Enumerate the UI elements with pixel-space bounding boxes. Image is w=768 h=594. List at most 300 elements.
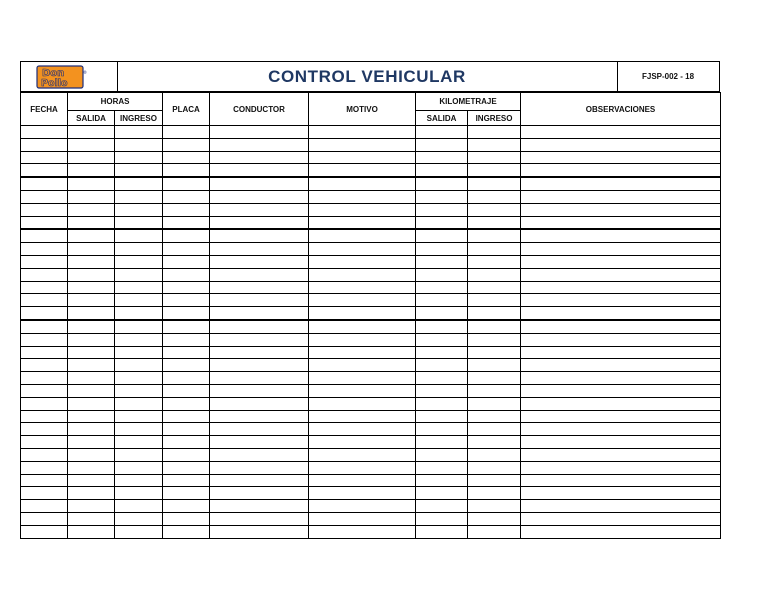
cell-km-ingreso[interactable] — [468, 203, 521, 216]
cell-placa[interactable] — [163, 359, 210, 372]
cell-km-ingreso[interactable] — [468, 410, 521, 423]
cell-conductor[interactable] — [210, 138, 309, 151]
cell-conductor[interactable] — [210, 164, 309, 177]
cell-motivo[interactable] — [309, 126, 416, 139]
cell-fecha[interactable] — [21, 525, 68, 538]
cell-km-salida[interactable] — [416, 410, 468, 423]
cell-placa[interactable] — [163, 320, 210, 333]
cell-motivo[interactable] — [309, 487, 416, 500]
cell-horas-salida[interactable] — [68, 500, 115, 513]
cell-horas-salida[interactable] — [68, 474, 115, 487]
cell-observaciones[interactable] — [521, 294, 721, 307]
cell-km-salida[interactable] — [416, 346, 468, 359]
cell-km-salida[interactable] — [416, 268, 468, 281]
cell-motivo[interactable] — [309, 474, 416, 487]
cell-observaciones[interactable] — [521, 281, 721, 294]
cell-km-ingreso[interactable] — [468, 255, 521, 268]
cell-horas-ingreso[interactable] — [115, 410, 163, 423]
table-row — [21, 410, 721, 423]
cell-fecha[interactable] — [21, 190, 68, 203]
cell-observaciones[interactable] — [521, 448, 721, 461]
cell-conductor[interactable] — [210, 487, 309, 500]
cell-motivo[interactable] — [309, 525, 416, 538]
cell-km-salida[interactable] — [416, 474, 468, 487]
cell-fecha[interactable] — [21, 138, 68, 151]
cell-conductor[interactable] — [210, 268, 309, 281]
cell-km-ingreso[interactable] — [468, 307, 521, 320]
cell-horas-salida[interactable] — [68, 487, 115, 500]
cell-fecha[interactable] — [21, 268, 68, 281]
cell-horas-ingreso[interactable] — [115, 397, 163, 410]
cell-km-salida[interactable] — [416, 203, 468, 216]
cell-km-salida[interactable] — [416, 216, 468, 229]
cell-motivo[interactable] — [309, 333, 416, 346]
cell-horas-salida[interactable] — [68, 512, 115, 525]
cell-horas-salida[interactable] — [68, 448, 115, 461]
svg-text:Pollo: Pollo — [41, 78, 68, 89]
cell-fecha[interactable] — [21, 346, 68, 359]
cell-motivo[interactable] — [309, 448, 416, 461]
cell-motivo[interactable] — [309, 500, 416, 513]
cell-horas-ingreso[interactable] — [115, 372, 163, 385]
cell-conductor[interactable] — [210, 243, 309, 256]
cell-observaciones[interactable] — [521, 372, 721, 385]
cell-fecha[interactable] — [21, 126, 68, 139]
cell-horas-salida[interactable] — [68, 243, 115, 256]
cell-horas-ingreso[interactable] — [115, 255, 163, 268]
cell-km-ingreso[interactable] — [468, 177, 521, 190]
cell-km-ingreso[interactable] — [468, 268, 521, 281]
cell-km-ingreso[interactable] — [468, 333, 521, 346]
cell-fecha[interactable] — [21, 461, 68, 474]
cell-horas-salida[interactable] — [68, 320, 115, 333]
cell-horas-salida[interactable] — [68, 255, 115, 268]
cell-km-salida[interactable] — [416, 138, 468, 151]
cell-motivo[interactable] — [309, 372, 416, 385]
cell-observaciones[interactable] — [521, 243, 721, 256]
cell-motivo[interactable] — [309, 203, 416, 216]
cell-observaciones[interactable] — [521, 346, 721, 359]
cell-km-ingreso[interactable] — [468, 474, 521, 487]
cell-fecha[interactable] — [21, 164, 68, 177]
cell-placa[interactable] — [163, 436, 210, 449]
cell-motivo[interactable] — [309, 255, 416, 268]
cell-km-salida[interactable] — [416, 512, 468, 525]
cell-horas-salida[interactable] — [68, 359, 115, 372]
cell-observaciones[interactable] — [521, 410, 721, 423]
cell-placa[interactable] — [163, 346, 210, 359]
cell-horas-salida[interactable] — [68, 346, 115, 359]
cell-observaciones[interactable] — [521, 216, 721, 229]
cell-horas-ingreso[interactable] — [115, 138, 163, 151]
cell-km-salida[interactable] — [416, 333, 468, 346]
cell-km-ingreso[interactable] — [468, 436, 521, 449]
cell-horas-ingreso[interactable] — [115, 216, 163, 229]
cell-placa[interactable] — [163, 461, 210, 474]
cell-km-ingreso[interactable] — [468, 294, 521, 307]
cell-horas-salida[interactable] — [68, 436, 115, 449]
cell-km-salida[interactable] — [416, 372, 468, 385]
cell-horas-ingreso[interactable] — [115, 294, 163, 307]
cell-km-ingreso[interactable] — [468, 487, 521, 500]
cell-horas-ingreso[interactable] — [115, 346, 163, 359]
cell-km-salida[interactable] — [416, 307, 468, 320]
cell-placa[interactable] — [163, 410, 210, 423]
cell-horas-ingreso[interactable] — [115, 203, 163, 216]
form-header — [20, 61, 720, 92]
cell-motivo[interactable] — [309, 320, 416, 333]
cell-horas-ingreso[interactable] — [115, 474, 163, 487]
cell-horas-salida[interactable] — [68, 423, 115, 436]
cell-fecha[interactable] — [21, 333, 68, 346]
cell-fecha[interactable] — [21, 436, 68, 449]
cell-fecha[interactable] — [21, 512, 68, 525]
cell-km-salida[interactable] — [416, 525, 468, 538]
cell-conductor[interactable] — [210, 281, 309, 294]
cell-horas-ingreso[interactable] — [115, 461, 163, 474]
don-pollo-logo — [36, 65, 88, 89]
cell-conductor[interactable] — [210, 436, 309, 449]
cell-conductor[interactable] — [210, 474, 309, 487]
cell-observaciones[interactable] — [521, 487, 721, 500]
cell-horas-salida[interactable] — [68, 126, 115, 139]
cell-placa[interactable] — [163, 126, 210, 139]
cell-placa[interactable] — [163, 384, 210, 397]
cell-observaciones[interactable] — [521, 268, 721, 281]
cell-placa[interactable] — [163, 397, 210, 410]
cell-km-salida[interactable] — [416, 461, 468, 474]
cell-motivo[interactable] — [309, 281, 416, 294]
cell-placa[interactable] — [163, 203, 210, 216]
cell-km-ingreso[interactable] — [468, 461, 521, 474]
cell-placa[interactable] — [163, 177, 210, 190]
cell-km-salida[interactable] — [416, 255, 468, 268]
cell-km-ingreso[interactable] — [468, 384, 521, 397]
cell-placa[interactable] — [163, 307, 210, 320]
cell-km-ingreso[interactable] — [468, 243, 521, 256]
cell-conductor[interactable] — [210, 126, 309, 139]
cell-motivo[interactable] — [309, 177, 416, 190]
cell-placa[interactable] — [163, 372, 210, 385]
cell-conductor[interactable] — [210, 525, 309, 538]
cell-km-salida[interactable] — [416, 190, 468, 203]
cell-conductor[interactable] — [210, 397, 309, 410]
cell-horas-salida[interactable] — [68, 190, 115, 203]
cell-conductor[interactable] — [210, 372, 309, 385]
cell-conductor[interactable] — [210, 203, 309, 216]
cell-observaciones[interactable] — [521, 474, 721, 487]
cell-placa[interactable] — [163, 423, 210, 436]
cell-motivo[interactable] — [309, 151, 416, 164]
cell-observaciones[interactable] — [521, 423, 721, 436]
cell-conductor[interactable] — [210, 512, 309, 525]
cell-placa[interactable] — [163, 512, 210, 525]
cell-horas-salida[interactable] — [68, 384, 115, 397]
cell-conductor[interactable] — [210, 320, 309, 333]
cell-horas-salida[interactable] — [68, 229, 115, 242]
cell-km-salida[interactable] — [416, 448, 468, 461]
cell-horas-salida[interactable] — [68, 410, 115, 423]
cell-placa[interactable] — [163, 281, 210, 294]
cell-observaciones[interactable] — [521, 320, 721, 333]
cell-motivo[interactable] — [309, 294, 416, 307]
cell-horas-salida[interactable] — [68, 268, 115, 281]
cell-km-salida[interactable] — [416, 126, 468, 139]
cell-placa[interactable] — [163, 164, 210, 177]
table-row — [21, 255, 721, 268]
cell-conductor[interactable] — [210, 410, 309, 423]
col-kilometraje: KILOMETRAJE — [416, 93, 521, 111]
cell-motivo[interactable] — [309, 307, 416, 320]
cell-horas-salida[interactable] — [68, 461, 115, 474]
cell-horas-ingreso[interactable] — [115, 384, 163, 397]
svg-text:Don: Don — [42, 68, 65, 79]
cell-motivo[interactable] — [309, 512, 416, 525]
cell-observaciones[interactable] — [521, 461, 721, 474]
cell-horas-ingreso[interactable] — [115, 190, 163, 203]
cell-conductor[interactable] — [210, 177, 309, 190]
cell-placa[interactable] — [163, 216, 210, 229]
cell-observaciones[interactable] — [521, 177, 721, 190]
cell-fecha[interactable] — [21, 500, 68, 513]
cell-fecha[interactable] — [21, 397, 68, 410]
cell-horas-ingreso[interactable] — [115, 436, 163, 449]
cell-horas-ingreso[interactable] — [115, 126, 163, 139]
cell-placa[interactable] — [163, 487, 210, 500]
cell-fecha[interactable] — [21, 359, 68, 372]
cell-motivo[interactable] — [309, 346, 416, 359]
cell-km-salida[interactable] — [416, 436, 468, 449]
cell-km-salida[interactable] — [416, 397, 468, 410]
cell-km-salida[interactable] — [416, 294, 468, 307]
cell-fecha[interactable] — [21, 281, 68, 294]
cell-horas-salida[interactable] — [68, 333, 115, 346]
cell-motivo[interactable] — [309, 436, 416, 449]
cell-motivo[interactable] — [309, 397, 416, 410]
cell-horas-salida[interactable] — [68, 281, 115, 294]
cell-fecha[interactable] — [21, 151, 68, 164]
cell-placa[interactable] — [163, 333, 210, 346]
cell-placa[interactable] — [163, 268, 210, 281]
cell-observaciones[interactable] — [521, 525, 721, 538]
cell-horas-ingreso[interactable] — [115, 359, 163, 372]
cell-km-salida[interactable] — [416, 320, 468, 333]
cell-km-salida[interactable] — [416, 177, 468, 190]
cell-placa[interactable] — [163, 448, 210, 461]
cell-horas-ingreso[interactable] — [115, 151, 163, 164]
cell-km-salida[interactable] — [416, 151, 468, 164]
cell-horas-salida[interactable] — [68, 372, 115, 385]
cell-fecha[interactable] — [21, 384, 68, 397]
col-horas-ingreso: INGRESO — [115, 111, 163, 126]
cell-km-ingreso[interactable] — [468, 397, 521, 410]
cell-conductor[interactable] — [210, 448, 309, 461]
cell-fecha[interactable] — [21, 320, 68, 333]
cell-km-ingreso[interactable] — [468, 448, 521, 461]
cell-horas-salida[interactable] — [68, 216, 115, 229]
cell-placa[interactable] — [163, 474, 210, 487]
cell-observaciones[interactable] — [521, 500, 721, 513]
cell-motivo[interactable] — [309, 423, 416, 436]
cell-conductor[interactable] — [210, 216, 309, 229]
cell-conductor[interactable] — [210, 307, 309, 320]
cell-fecha[interactable] — [21, 423, 68, 436]
cell-horas-salida[interactable] — [68, 138, 115, 151]
cell-placa[interactable] — [163, 525, 210, 538]
cell-motivo[interactable] — [309, 138, 416, 151]
cell-km-salida[interactable] — [416, 384, 468, 397]
cell-fecha[interactable] — [21, 294, 68, 307]
cell-km-ingreso[interactable] — [468, 281, 521, 294]
cell-km-ingreso[interactable] — [468, 229, 521, 242]
cell-conductor[interactable] — [210, 294, 309, 307]
cell-placa[interactable] — [163, 229, 210, 242]
cell-horas-ingreso[interactable] — [115, 307, 163, 320]
cell-observaciones[interactable] — [521, 203, 721, 216]
cell-horas-salida[interactable] — [68, 177, 115, 190]
cell-fecha[interactable] — [21, 243, 68, 256]
cell-observaciones[interactable] — [521, 229, 721, 242]
cell-fecha[interactable] — [21, 372, 68, 385]
cell-km-ingreso[interactable] — [468, 423, 521, 436]
cell-horas-ingreso[interactable] — [115, 525, 163, 538]
cell-conductor[interactable] — [210, 346, 309, 359]
cell-horas-salida[interactable] — [68, 525, 115, 538]
cell-km-ingreso[interactable] — [468, 525, 521, 538]
cell-conductor[interactable] — [210, 461, 309, 474]
cell-motivo[interactable] — [309, 384, 416, 397]
cell-horas-salida[interactable] — [68, 151, 115, 164]
cell-km-ingreso[interactable] — [468, 372, 521, 385]
cell-km-ingreso[interactable] — [468, 320, 521, 333]
cell-horas-ingreso[interactable] — [115, 448, 163, 461]
cell-horas-ingreso[interactable] — [115, 268, 163, 281]
cell-motivo[interactable] — [309, 410, 416, 423]
cell-placa[interactable] — [163, 138, 210, 151]
table-row — [21, 512, 721, 525]
cell-motivo[interactable] — [309, 229, 416, 242]
cell-fecha[interactable] — [21, 448, 68, 461]
cell-horas-salida[interactable] — [68, 203, 115, 216]
cell-placa[interactable] — [163, 151, 210, 164]
cell-km-ingreso[interactable] — [468, 500, 521, 513]
cell-observaciones[interactable] — [521, 255, 721, 268]
cell-observaciones[interactable] — [521, 384, 721, 397]
cell-horas-ingreso[interactable] — [115, 512, 163, 525]
cell-km-salida[interactable] — [416, 487, 468, 500]
cell-fecha[interactable] — [21, 410, 68, 423]
cell-conductor[interactable] — [210, 255, 309, 268]
cell-fecha[interactable] — [21, 255, 68, 268]
cell-motivo[interactable] — [309, 243, 416, 256]
cell-conductor[interactable] — [210, 229, 309, 242]
table-row — [21, 436, 721, 449]
cell-observaciones[interactable] — [521, 190, 721, 203]
cell-km-ingreso[interactable] — [468, 216, 521, 229]
cell-conductor[interactable] — [210, 151, 309, 164]
cell-km-ingreso[interactable] — [468, 190, 521, 203]
cell-fecha[interactable] — [21, 487, 68, 500]
cell-km-salida[interactable] — [416, 281, 468, 294]
cell-horas-ingreso[interactable] — [115, 164, 163, 177]
cell-km-ingreso[interactable] — [468, 359, 521, 372]
cell-horas-salida[interactable] — [68, 397, 115, 410]
cell-km-salida[interactable] — [416, 243, 468, 256]
cell-horas-ingreso[interactable] — [115, 281, 163, 294]
cell-fecha[interactable] — [21, 177, 68, 190]
cell-km-ingreso[interactable] — [468, 138, 521, 151]
cell-km-ingreso[interactable] — [468, 151, 521, 164]
cell-horas-ingreso[interactable] — [115, 177, 163, 190]
cell-km-salida[interactable] — [416, 229, 468, 242]
cell-km-salida[interactable] — [416, 359, 468, 372]
cell-horas-ingreso[interactable] — [115, 320, 163, 333]
cell-horas-ingreso[interactable] — [115, 229, 163, 242]
cell-fecha[interactable] — [21, 307, 68, 320]
cell-placa[interactable] — [163, 294, 210, 307]
cell-conductor[interactable] — [210, 500, 309, 513]
cell-observaciones[interactable] — [521, 333, 721, 346]
cell-observaciones[interactable] — [521, 164, 721, 177]
cell-motivo[interactable] — [309, 216, 416, 229]
cell-observaciones[interactable] — [521, 397, 721, 410]
cell-motivo[interactable] — [309, 164, 416, 177]
cell-fecha[interactable] — [21, 474, 68, 487]
cell-placa[interactable] — [163, 190, 210, 203]
cell-motivo[interactable] — [309, 268, 416, 281]
cell-fecha[interactable] — [21, 203, 68, 216]
cell-km-ingreso[interactable] — [468, 164, 521, 177]
cell-observaciones[interactable] — [521, 512, 721, 525]
cell-observaciones[interactable] — [521, 436, 721, 449]
cell-horas-ingreso[interactable] — [115, 500, 163, 513]
cell-km-salida[interactable] — [416, 164, 468, 177]
cell-horas-salida[interactable] — [68, 307, 115, 320]
cell-horas-salida[interactable] — [68, 294, 115, 307]
cell-placa[interactable] — [163, 500, 210, 513]
cell-motivo[interactable] — [309, 359, 416, 372]
cell-observaciones[interactable] — [521, 151, 721, 164]
cell-km-ingreso[interactable] — [468, 346, 521, 359]
cell-horas-ingreso[interactable] — [115, 333, 163, 346]
cell-km-ingreso[interactable] — [468, 512, 521, 525]
cell-observaciones[interactable] — [521, 307, 721, 320]
cell-horas-salida[interactable] — [68, 164, 115, 177]
cell-fecha[interactable] — [21, 229, 68, 242]
cell-conductor[interactable] — [210, 190, 309, 203]
cell-km-salida[interactable] — [416, 423, 468, 436]
cell-horas-ingreso[interactable] — [115, 423, 163, 436]
cell-observaciones[interactable] — [521, 138, 721, 151]
cell-horas-ingreso[interactable] — [115, 487, 163, 500]
cell-placa[interactable] — [163, 243, 210, 256]
table-row — [21, 384, 721, 397]
cell-motivo[interactable] — [309, 461, 416, 474]
cell-conductor[interactable] — [210, 423, 309, 436]
col-conductor: CONDUCTOR — [210, 93, 309, 126]
cell-horas-ingreso[interactable] — [115, 243, 163, 256]
cell-conductor[interactable] — [210, 384, 309, 397]
cell-motivo[interactable] — [309, 190, 416, 203]
cell-conductor[interactable] — [210, 359, 309, 372]
cell-fecha[interactable] — [21, 216, 68, 229]
cell-observaciones[interactable] — [521, 126, 721, 139]
cell-conductor[interactable] — [210, 333, 309, 346]
cell-km-salida[interactable] — [416, 500, 468, 513]
cell-km-ingreso[interactable] — [468, 126, 521, 139]
cell-placa[interactable] — [163, 255, 210, 268]
cell-observaciones[interactable] — [521, 359, 721, 372]
